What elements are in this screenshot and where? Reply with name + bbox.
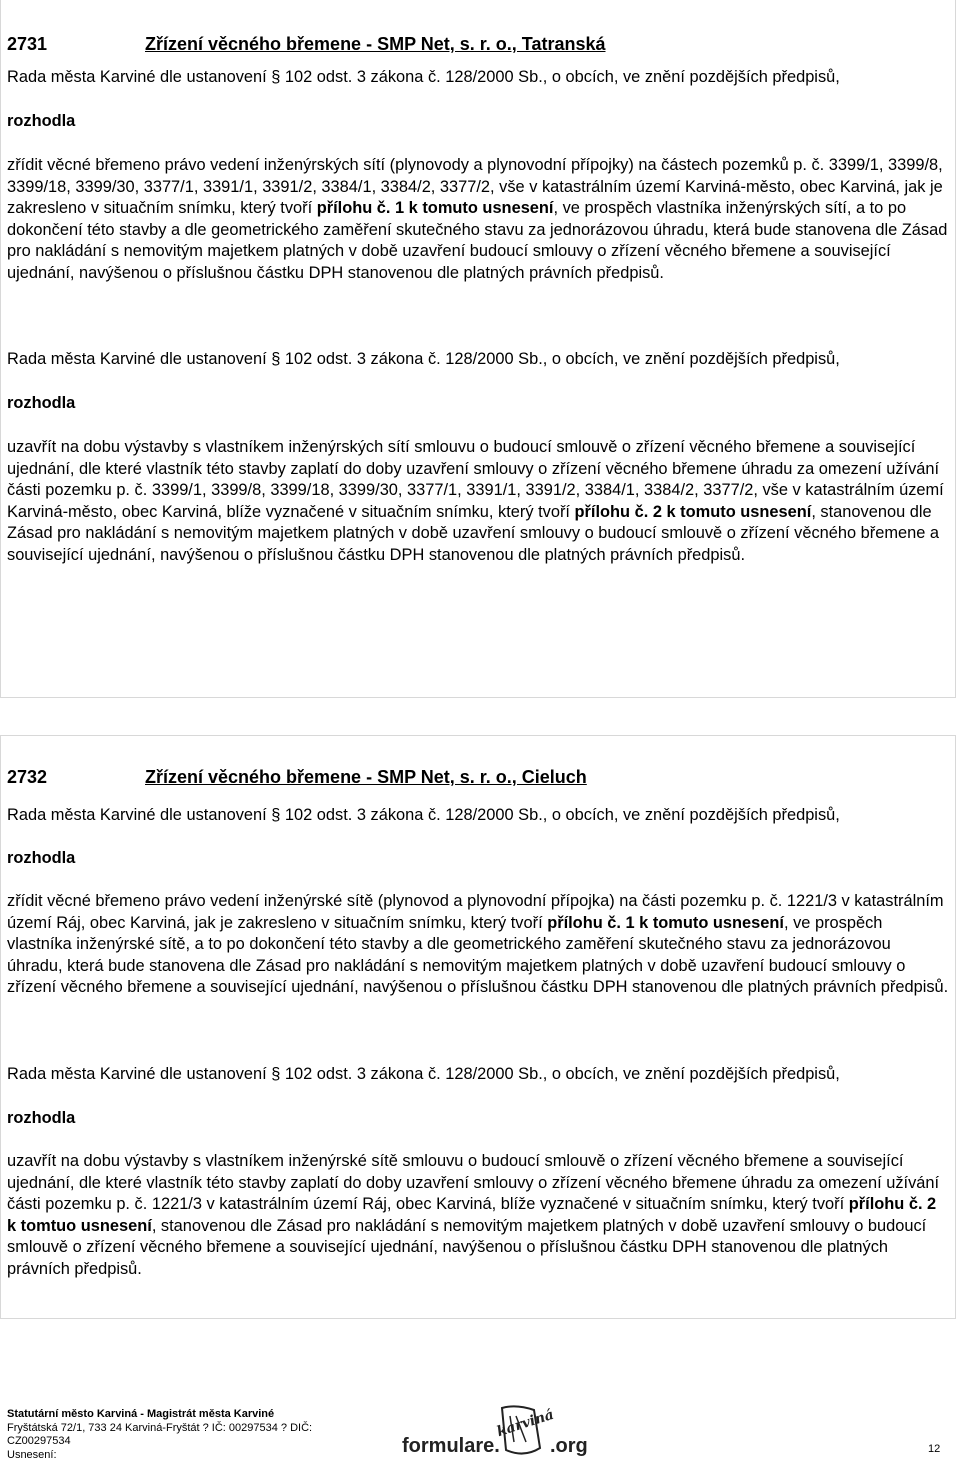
logo-text-left: formulare. — [402, 1435, 500, 1457]
resolution-number: 2731 — [7, 34, 48, 54]
resolution-title-2731 — [7, 33, 606, 55]
decided-label: rozhodla — [7, 849, 76, 867]
annex-reference: přílohu č. 1 k tomuto usnesení — [316, 199, 554, 217]
resolution-title-2732 — [7, 766, 587, 788]
legal-basis: Rada města Karviné dle ustanovení § 102 odst. 3 zákona č. 128/2000 Sb., o obcích, ve znění pozdějších předpisů, — [7, 68, 840, 86]
decided-label: rozhodla — [7, 394, 76, 412]
annex-reference: přílohu č. 2 k tomtuo usnesení — [7, 1195, 937, 1235]
page-footer — [7, 1408, 312, 1462]
footer-vat-id: CZ00297534 — [7, 1435, 71, 1447]
resolution-heading: Zřízení věcného břemene - SMP Net, s. r. o., Cieluch — [145, 767, 587, 787]
page-number: 12 — [928, 1443, 941, 1455]
annex-reference: přílohu č. 1 k tomuto usnesení — [547, 913, 784, 932]
legal-basis: Rada města Karviné dle ustanovení § 102 odst. 3 zákona č. 128/2000 Sb., o obcích, ve znění pozdějších předpisů, — [7, 806, 840, 824]
logo-text-right: .org — [550, 1435, 588, 1457]
logo-text-mid: karviná — [494, 1406, 556, 1441]
decided-label: rozhodla — [7, 112, 76, 130]
decision-text-b: uzavřít na dobu výstavby s vlastníkem inženýrské sítě smlouvu o budoucí smlouvě o zřízení věcného břemene a související ujednání, dle které vlastník této stavby zaplatí do doby uzavření smlouvy o zřízení věcného břemene úhradu za omezení užívání části pozemku p. č. 1221/3 v katastrálním území Ráj, obec Karviná, blíže vyznačené v situačním snímku, který tvoří přílohu č. 2 k tomtuo usnesení, stanovenou dle Zásad pro nakládání s nemovitým majetkem platných v době uzavření smlouvy o budoucí smlouvě o zřízení věcného břemene a související ujednání, navýšenou o příslušnou částku DPH stanovenou dle platných právních předpisů. — [7, 1152, 940, 1278]
decision-text-a: zřídit věcné břemeno právo vedení inženýrských sítí (plynovody a plynovodní přípojky) na částech pozemků p. č. 3399/1, 3399/8, 3399/18, 3399/30, 3377/1, 3391/1, 3391/2, 3384/1, 3384/2, 3377/2, vše v katastrálním území Karviná-město, obec Karviná, jak je zakresleno v situačním snímku, který tvoří přílohu č. 1 k tomuto usnesení, ve prospěch vlastníka inženýrských sítí, a to po dokončení této stavby a dle geometrického zaměření skutečného stavu za jednorázovou úhradu, která bude stanovena dle Zásad pro nakládání s nemovitým majetkem platných v době uzavření budoucí smlouvy o zřízení věcného břemene a související ujednání, navýšenou o příslušnou částku DPH stanovenou dle platných právních předpisů. — [7, 156, 948, 282]
decision-text-a: zřídit věcné břemeno právo vedení inženýrské sítě (plynovod a plynovodní přípojka) na části pozemku p. č. 1221/3 v katastrálním území Ráj, obec Karviná, jak je zakresleno v situačním snímku, který tvoří přílohu č. 1 k tomuto usnesení, ve prospěch vlastníka inženýrské sítě, a to po dokončení této stavby a dle geometrického zaměření skutečného stavu za jednorázovou úhradu, která bude stanovena dle Zásad pro nakládání s nemovitým majetkem platných v době uzavření budoucí smlouvy o zřízení věcného břemene a související ujednání, navýšenou o příslušnou částku DPH stanovenou dle platných právních předpisů. — [7, 892, 949, 996]
legal-basis: Rada města Karviné dle ustanovení § 102 odst. 3 zákona č. 128/2000 Sb., o obcích, ve znění pozdějších předpisů, — [7, 350, 840, 368]
decided-label: rozhodla — [7, 1109, 76, 1127]
resolution-number: 2732 — [7, 767, 48, 787]
legal-basis: Rada města Karviné dle ustanovení § 102 odst. 3 zákona č. 128/2000 Sb., o obcích, ve znění pozdějších předpisů, — [7, 1065, 840, 1083]
annex-reference: přílohu č. 2 k tomuto usnesení — [574, 502, 812, 521]
footer-organization: Statutární město Karviná - Magistrát města Karviné — [7, 1408, 275, 1420]
formulare-karvina-logo[interactable] — [402, 1402, 614, 1462]
resolution-heading: Zřízení věcného břemene - SMP Net, s. r. o., Tatranská — [145, 34, 606, 54]
decision-text-b: uzavřít na dobu výstavby s vlastníkem inženýrských sítí smlouvu o budoucí smlouvě o zřízení věcného břemene a související ujednání, dle které vlastník této stavby zaplatí do doby uzavření smlouvy o zřízení věcného břemene úhradu za omezení užívání části pozemku p. č. 3399/1, 3399/8, 3399/18, 3399/30, 3377/1, 3391/1, 3391/2, 3384/1, 3384/2, 3377/2, vše v katastrálním území Karviná-město, obec Karviná, blíže vyznačené v situačním snímku, který tvoří přílohu č. 2 k tomuto usnesení, stanovenou dle Zásad pro nakládání s nemovitým majetkem platných v době uzavření smlouvy o budoucí smlouvě o zřízení věcného břemene a související ujednání, navýšenou o příslušnou částku DPH stanovenou dle platných právních předpisů. — [7, 438, 944, 564]
footer-resolution-label: Usnesení: — [7, 1448, 57, 1461]
footer-address: Fryštátská 72/1, 733 24 Karviná-Fryštát ? IČ: 00297534 ? DIČ: — [7, 1421, 313, 1434]
